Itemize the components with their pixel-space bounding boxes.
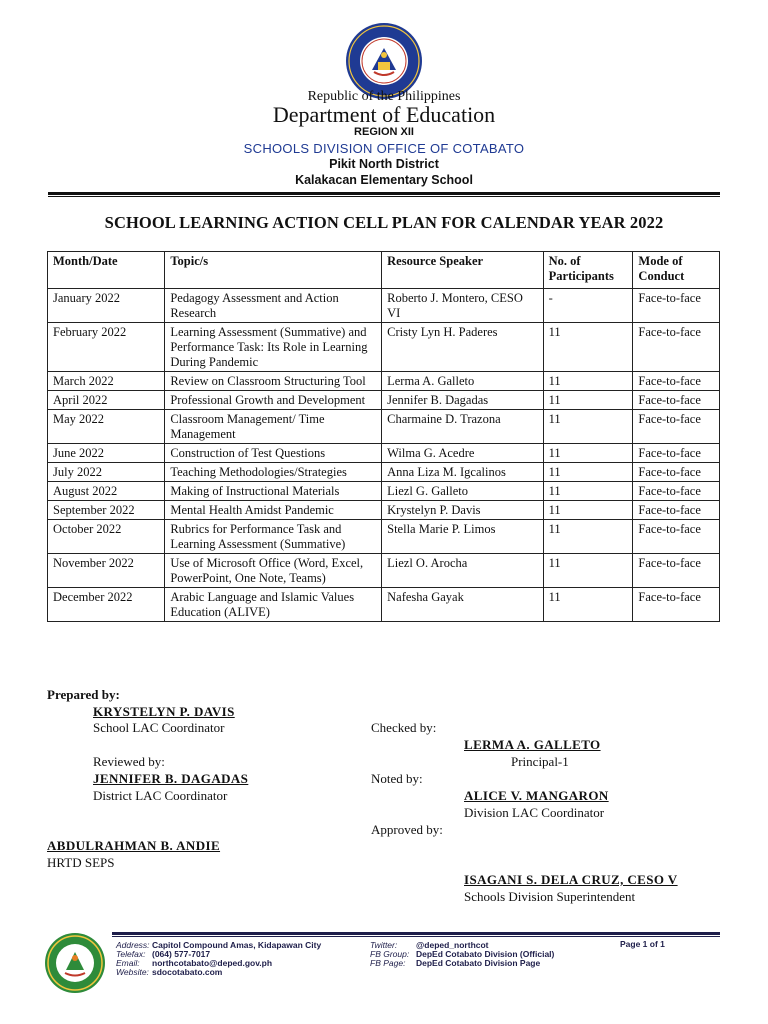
speaker-cell: Nafesha Gayak	[382, 588, 544, 622]
reviewed-by-name: JENNIFER B. DAGADAS	[93, 771, 249, 786]
participants-cell: 11	[543, 444, 633, 463]
table-row	[48, 501, 720, 520]
mode-cell: Face-to-face	[633, 554, 720, 588]
topic-cell: Pedagogy Assessment and Action Research	[165, 289, 382, 323]
mode-cell: Face-to-face	[633, 520, 720, 554]
noted-by-label: Noted by:	[371, 771, 423, 786]
mode-cell: Face-to-face	[633, 410, 720, 444]
footer-social	[370, 941, 554, 968]
month-cell: February 2022	[48, 323, 165, 372]
email-label: Email:	[116, 958, 140, 968]
approved-by-name: ISAGANI S. DELA CRUZ, CESO V	[464, 872, 678, 887]
address-value: Capitol Compound Amas, Kidapawan City	[152, 940, 322, 950]
participants-cell: 11	[543, 588, 633, 622]
twitter-link[interactable]: @deped_northcot	[416, 940, 489, 950]
month-cell: January 2022	[48, 289, 165, 323]
noted-by-name: ALICE V. MANGARON	[464, 788, 609, 803]
address-label: Address:	[116, 940, 150, 950]
header-rule-thin	[48, 196, 720, 197]
table-row	[48, 463, 720, 482]
topic-cell: Learning Assessment (Summative) and Performance Task: Its Role in Learning During Pandemic	[165, 323, 382, 372]
table-row	[48, 410, 720, 444]
footer-rule	[112, 932, 720, 935]
page-number: Page 1 of 1	[620, 939, 665, 949]
month-cell: May 2022	[48, 410, 165, 444]
speaker-cell: Liezl G. Galleto	[382, 482, 544, 501]
topic-cell: Use of Microsoft Office (Word, Excel, PowerPoint, One Note, Teams)	[165, 554, 382, 588]
hrtd-name: ABDULRAHMAN B. ANDIE	[47, 838, 221, 853]
republic-line: Republic of the Philippines	[307, 89, 461, 104]
hrtd-role: HRTD SEPS	[47, 855, 115, 870]
table-row	[48, 482, 720, 501]
document-title: SCHOOL LEARNING ACTION CELL PLAN FOR CALENDAR YEAR 2022	[104, 213, 664, 232]
speaker-cell: Cristy Lyn H. Paderes	[382, 323, 544, 372]
header-rule	[48, 192, 720, 195]
website-link[interactable]: sdocotabato.com	[152, 967, 223, 977]
mode-cell: Face-to-face	[633, 289, 720, 323]
mode-cell: Face-to-face	[633, 444, 720, 463]
checked-by-role: Principal-1	[511, 754, 569, 769]
participants-cell: 11	[543, 463, 633, 482]
table-row	[48, 444, 720, 463]
division-seal-logo	[44, 932, 106, 994]
approved-by-role: Schools Division Superintendent	[464, 889, 636, 904]
checked-by-label: Checked by:	[371, 720, 437, 735]
topic-cell: Classroom Management/ Time Management	[165, 410, 382, 444]
speaker-cell: Lerma A. Galleto	[382, 372, 544, 391]
footer-contact	[116, 941, 321, 977]
table-row	[48, 588, 720, 622]
topic-cell: Mental Health Amidst Pandemic	[165, 501, 382, 520]
mode-cell: Face-to-face	[633, 588, 720, 622]
topic-cell: Review on Classroom Structuring Tool	[165, 372, 382, 391]
participants-cell: 11	[543, 482, 633, 501]
table-row	[48, 289, 720, 323]
reviewed-by-role: District LAC Coordinator	[93, 788, 228, 803]
mode-cell: Face-to-face	[633, 501, 720, 520]
participants-cell: 11	[543, 372, 633, 391]
footer-rule-thin	[112, 936, 720, 937]
lac-plan-table	[47, 251, 720, 622]
header-speaker: Resource Speaker	[382, 252, 544, 289]
table-header-row	[48, 252, 720, 289]
header-mode: Mode of Conduct	[633, 252, 720, 289]
header-month: Month/Date	[48, 252, 165, 289]
topic-cell: Arabic Language and Islamic Values Education (ALIVE)	[165, 588, 382, 622]
speaker-cell: Stella Marie P. Limos	[382, 520, 544, 554]
topic-cell: Teaching Methodologies/Strategies	[165, 463, 382, 482]
fbgroup-label: FB Group:	[370, 949, 410, 959]
month-cell: November 2022	[48, 554, 165, 588]
prepared-by-label: Prepared by:	[47, 687, 120, 702]
twitter-label: Twitter:	[370, 940, 398, 950]
website-label: Website:	[116, 967, 149, 977]
month-cell: December 2022	[48, 588, 165, 622]
month-cell: March 2022	[48, 372, 165, 391]
speaker-cell: Jennifer B. Dagadas	[382, 391, 544, 410]
noted-by-role: Division LAC Coordinator	[464, 805, 605, 820]
district-name: Pikit North District	[329, 157, 439, 171]
region-line: REGION XII	[354, 126, 414, 138]
fbpage-label: FB Page:	[370, 958, 406, 968]
mode-cell: Face-to-face	[633, 372, 720, 391]
topic-cell: Construction of Test Questions	[165, 444, 382, 463]
reviewed-by-label: Reviewed by:	[93, 754, 165, 769]
topic-cell: Professional Growth and Development	[165, 391, 382, 410]
department-name: Department of Education	[272, 102, 496, 127]
participants-cell: 11	[543, 323, 633, 372]
participants-cell: 11	[543, 391, 633, 410]
participants-cell: 11	[543, 520, 633, 554]
prepared-by-name: KRYSTELYN P. DAVIS	[93, 704, 235, 719]
month-cell: June 2022	[48, 444, 165, 463]
speaker-cell: Roberto J. Montero, CESO VI	[382, 289, 544, 323]
speaker-cell: Liezl O. Arocha	[382, 554, 544, 588]
speaker-cell: Wilma G. Acedre	[382, 444, 544, 463]
table-row	[48, 554, 720, 588]
mode-cell: Face-to-face	[633, 482, 720, 501]
header-topic: Topic/s	[165, 252, 382, 289]
telefax-label: Telefax:	[116, 949, 146, 959]
division-office: SCHOOLS DIVISION OFFICE OF COTABATO	[243, 141, 525, 156]
approved-by-label: Approved by:	[371, 822, 443, 837]
month-cell: April 2022	[48, 391, 165, 410]
checked-by-name: LERMA A. GALLETO	[464, 737, 601, 752]
mode-cell: Face-to-face	[633, 323, 720, 372]
school-name: Kalakacan Elementary School	[295, 173, 473, 187]
telefax-value: (064) 577-7017	[152, 949, 211, 959]
fbpage-link[interactable]: DepEd Cotabato Division Page	[416, 958, 541, 968]
table-row	[48, 391, 720, 410]
month-cell: September 2022	[48, 501, 165, 520]
participants-cell: 11	[543, 501, 633, 520]
participants-cell: -	[543, 289, 633, 323]
email-link[interactable]: northcotabato@deped.gov.ph	[152, 958, 273, 968]
month-cell: October 2022	[48, 520, 165, 554]
speaker-cell: Krystelyn P. Davis	[382, 501, 544, 520]
speaker-cell: Charmaine D. Trazona	[382, 410, 544, 444]
topic-cell: Rubrics for Performance Task and Learning Assessment (Summative)	[165, 520, 382, 554]
header-participants: No. of Participants	[543, 252, 633, 289]
table-row	[48, 323, 720, 372]
mode-cell: Face-to-face	[633, 463, 720, 482]
topic-cell: Making of Instructional Materials	[165, 482, 382, 501]
mode-cell: Face-to-face	[633, 391, 720, 410]
table-row	[48, 372, 720, 391]
fbgroup-link[interactable]: DepEd Cotabato Division (Official)	[416, 949, 555, 959]
participants-cell: 11	[543, 410, 633, 444]
month-cell: July 2022	[48, 463, 165, 482]
table-row	[48, 520, 720, 554]
participants-cell: 11	[543, 554, 633, 588]
speaker-cell: Anna Liza M. Igcalinos	[382, 463, 544, 482]
month-cell: August 2022	[48, 482, 165, 501]
prepared-by-role: School LAC Coordinator	[93, 720, 225, 735]
